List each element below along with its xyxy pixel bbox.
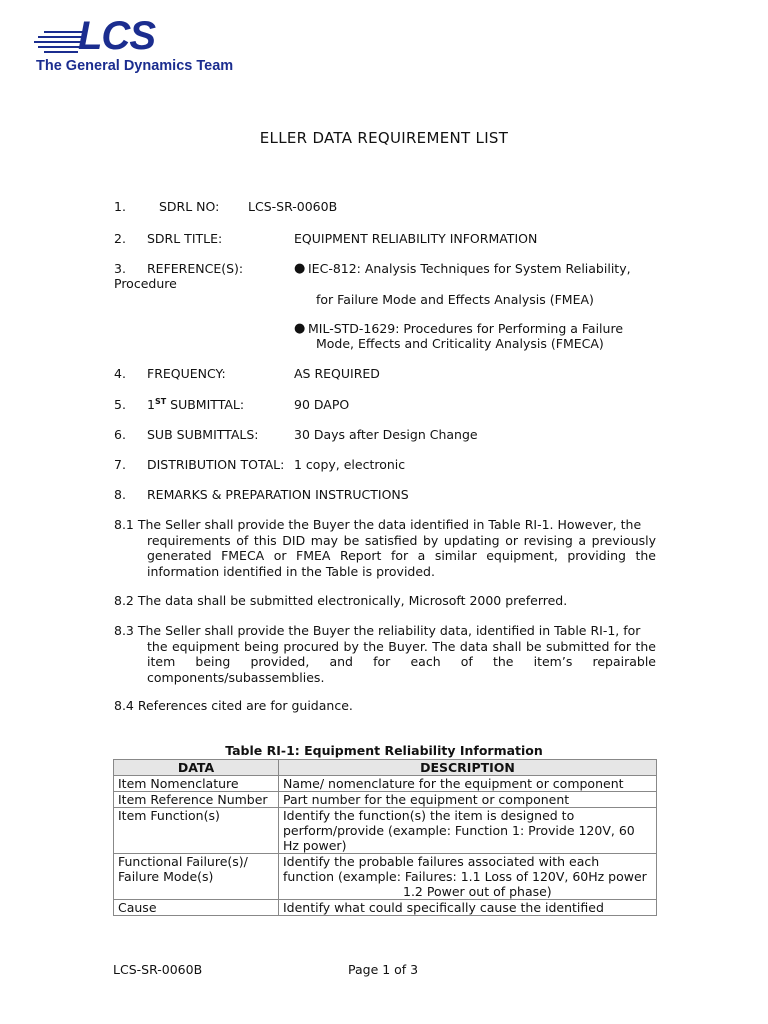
table-cell-description: Identify the probable failures associated with each function (example: Failures: 1.1 Loss of 120V, 60Hz power 1.2 Power out of phase) [279,854,657,900]
remark-8-4: 8.4 References cited are for guidance. [114,698,353,713]
item-2-number: 2. [114,231,126,246]
item-5-label: 1ST SUBMITTAL: [147,397,245,413]
table-row [114,776,657,792]
item-6-label: SUB SUBMITTALS: [147,427,259,442]
item-5-number: 5. [114,397,126,412]
logo-team: The General Dynamics Team [36,58,234,74]
remark-8-3: 8.3 The Seller shall provide the Buyer the reliability data, identified in Table RI-1, for the equipment being procured by the Buyer. The data shall be submitted for the item being provided, and for each of the item’s repairable components/subassemblies. [114,623,656,685]
company-logo [34,14,234,78]
table-row [114,792,657,808]
item-8-label: REMARKS & PREPARATION INSTRUCTIONS [147,487,409,502]
item-3-number: 3. [114,261,126,276]
bullet-icon: ● [294,321,306,336]
item-6-number: 6. [114,427,126,442]
item-1-value: LCS-SR-0060B [248,199,338,214]
table-caption: Table RI-1: Equipment Reliability Information [225,743,543,758]
item-1-label: SDRL NO: [159,199,220,214]
remark-8-1: 8.1 The Seller shall provide the Buyer the data identified in Table RI-1. However, the requirements of this DID may be satisfied by updating or revising a previously generated FMECA or FMEA Report for a similar equipment, providing the information identified in the Table is provided. [114,517,656,579]
table-cell-description: Name/ nomenclature for the equipment or component [279,776,657,792]
item-2-label: SDRL TITLE: [147,231,223,246]
item-7-number: 7. [114,457,126,472]
item-7-value: 1 copy, electronic [294,457,406,472]
reference-2-line-b: Mode, Effects and Criticality Analysis (FMECA) [316,336,604,351]
table-cell-data: Functional Failure(s)/ Failure Mode(s) [114,854,279,900]
table-cell-description: Identify what could specifically cause the identified [279,900,657,916]
item-2-value: EQUIPMENT RELIABILITY INFORMATION [294,231,538,246]
column-header-description: DESCRIPTION [279,760,657,776]
remark-8-2: 8.2 The data shall be submitted electronically, Microsoft 2000 preferred. [114,593,568,608]
table-cell-data: Item Reference Number [114,792,279,808]
item-8-number: 8. [114,487,126,502]
reference-1-line-b: for Failure Mode and Effects Analysis (FMEA) [316,292,594,307]
reference-1-line-a: IEC-812: Analysis Techniques for System Reliability, [308,261,631,276]
page-title: ELLER DATA REQUIREMENT LIST [259,129,509,147]
item-4-value: AS REQUIRED [294,366,380,381]
item-3-label-cont: Procedure [114,276,177,291]
item-6-value: 30 Days after Design Change [294,427,478,442]
reliability-table [113,759,657,916]
item-7-label: DISTRIBUTION TOTAL: [147,457,285,472]
item-3-label: REFERENCE(S): [147,261,244,276]
item-1-number: 1. [114,199,126,214]
table-cell-description: Part number for the equipment or component [279,792,657,808]
footer-document-id: LCS-SR-0060B [113,962,203,977]
item-4-number: 4. [114,366,126,381]
bullet-icon: ● [294,261,306,276]
table-cell-data: Cause [114,900,279,916]
footer-page-number: Page 1 of 3 [348,962,419,977]
table-row [114,854,657,900]
table-row [114,808,657,854]
item-5-value: 90 DAPO [294,397,350,412]
reference-2-line-a: MIL-STD-1629: Procedures for Performing a Failure [308,321,624,336]
logo-brand: LCS [78,14,155,58]
table-cell-description-cont: 1.2 Power out of phase) [403,884,552,899]
column-header-data: DATA [114,760,279,776]
table-cell-data: Item Function(s) [114,808,279,854]
table-cell-data: Item Nomenclature [114,776,279,792]
table-row [114,900,657,916]
table-cell-description: Identify the function(s) the item is designed to perform/provide (example: Function 1: Provide 120V, 60 Hz power) [279,808,657,854]
item-4-label: FREQUENCY: [147,366,226,381]
table-header-row [114,760,657,776]
